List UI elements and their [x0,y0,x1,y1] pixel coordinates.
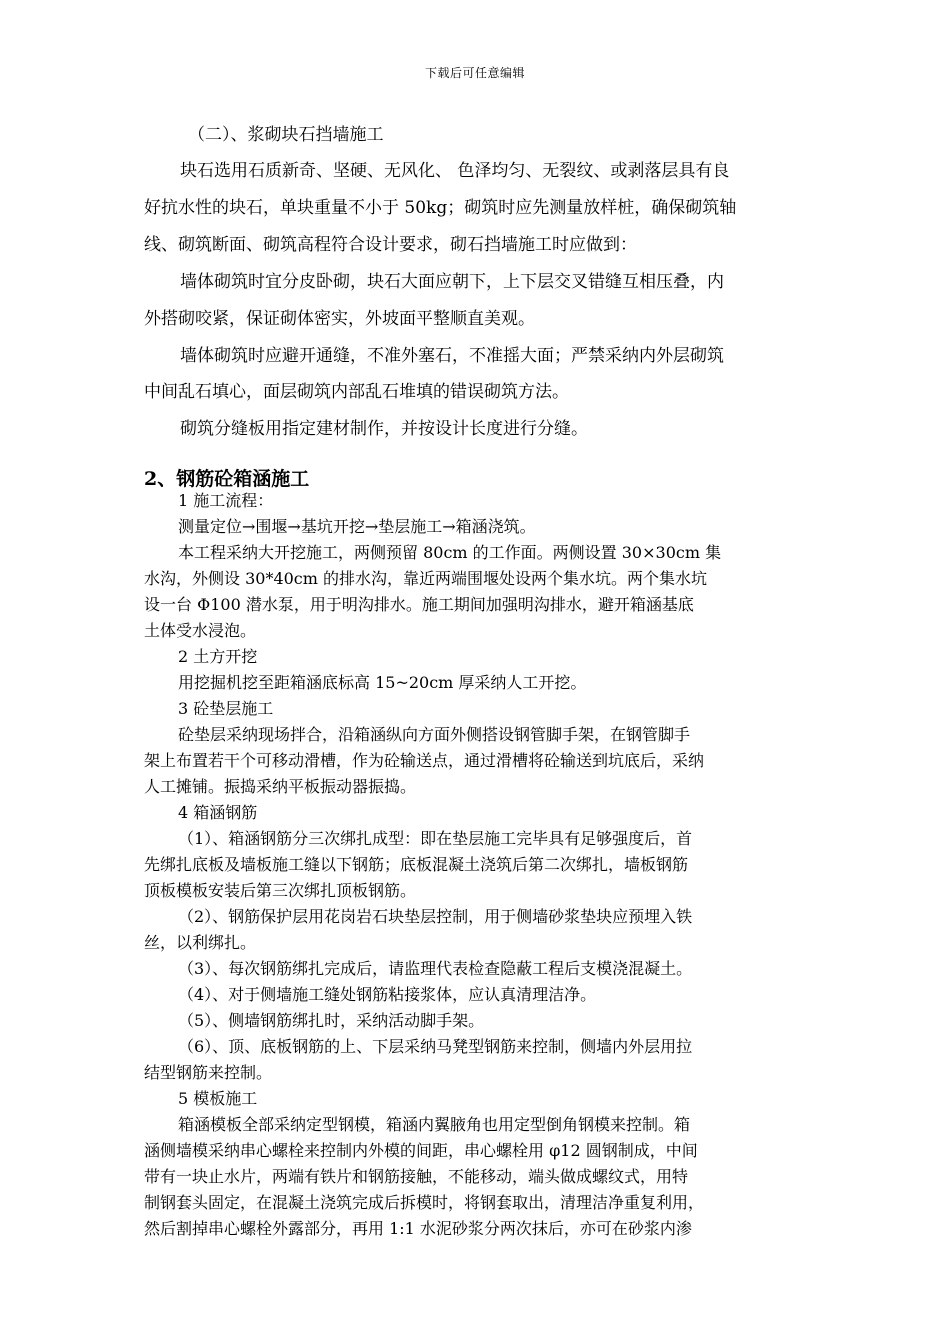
paragraph-line: 丝，以利绑扎。 [144,933,257,952]
paragraph-line: 砌筑分缝板用指定建材制作，并按设计长度进行分缝。 [180,419,588,439]
paragraph-line: （1）、箱涵钢筋分三次绑扎成型：即在垫层施工完毕具有足够强度后，首 [178,829,693,848]
paragraph-line: （2）、钢筋保护层用花岗岩石块垫层控制，用于侧墙砂浆垫块应预埋入铁 [178,907,693,926]
paragraph-line: 设一台 Φ100 潜水泵，用于明沟排水。施工期间加强明沟排水，避开箱涵基底 [144,595,694,614]
paragraph-line: 然后割掉串心螺栓外露部分，再用 1:1 水泥砂浆分两次抹后，亦可在砂浆内渗 [144,1219,692,1238]
paragraph-line: 土体受水浸泡。 [144,621,257,640]
paragraph-line: 涵侧墙模采纳串心螺栓来控制内外模的间距，串心螺栓用 φ12 圆钢制成，中间 [144,1141,698,1160]
paragraph-line: （6）、顶、底板钢筋的上、下层采纳马凳型钢筋来控制，侧墙内外层用拉 [178,1037,693,1056]
paragraph-line: 本工程采纳大开挖施工，两侧预留 80cm 的工作面。两侧设置 30×30cm 集 [178,543,722,562]
paragraph-line: 中间乱石填心，面层砌筑内部乱石堆填的错误砌筑方法。 [144,382,569,402]
paragraph-line: 外搭砌咬紧，保证砌体密实，外坡面平整顺直美观。 [144,309,535,329]
paragraph-line: 墙体砌筑时宜分皮卧砌，块石大面应朝下，上下层交叉错缝互相压叠，内 [180,272,724,292]
paragraph-line: 墙体砌筑时应避开通缝，不准外塞石，不准摇大面；严禁采纳内外层砌筑 [180,346,724,366]
paragraph-line: 块石选用石质新奇、坚硬、无风化、 色泽均匀、无裂纹、或剥落层具有良 [180,161,730,181]
paragraph-line: 顶板模板安装后第三次绑扎顶板钢筋。 [144,881,417,900]
paragraph-line: 架上布置若干个可移动滑槽，作为砼输送点，通过滑槽将砼输送到坑底后，采纳 [144,751,705,770]
paragraph-line: 先绑扎底板及墙板施工缝以下钢筋；底板混凝土浇筑后第二次绑扎，墙板钢筋 [144,855,689,874]
paragraph-line: 制钢套头固定，在混凝土浇筑完成后拆模时，将钢套取出，清理洁净重复利用， [144,1193,705,1212]
paragraph-line: 水沟，外侧设 30*40cm 的排水沟，靠近两端围堰处设两个集水坑。两个集水坑 [144,569,708,588]
paragraph-line: （4）、对于侧墙施工缝处钢筋粘接浆体，应认真清理洁净。 [178,985,597,1004]
subheading: 4 箱涵钢筋 [178,803,258,822]
paragraph-line: 结型钢筋来控制。 [144,1063,273,1082]
page-header-note: 下载后可任意编辑 [424,66,525,80]
paragraph-line: 砼垫层采纳现场拌合，沿箱涵纵向方面外侧搭设钢管脚手架，在钢管脚手 [178,725,691,744]
paragraph-line: （3）、每次钢筋绑扎完成后，请监理代表检查隐蔽工程后支模浇混凝土。 [178,959,693,978]
paragraph-line: 用挖掘机挖至距箱涵底标高 15~20cm 厚采纳人工开挖。 [178,673,587,692]
paragraph-line: 带有一块止水片，两端有铁片和钢筋接触，不能移动，端头做成螺纹式，用特 [144,1167,689,1186]
section-title: （二）、浆砌块石挡墙施工 [188,125,384,145]
section-heading-culvert: 2、钢筋砼箱涵施工 [144,468,310,490]
subheading: 5 模板施工 [178,1089,258,1108]
paragraph-line: 箱涵模板全部采纳定型钢模，箱涵内翼腋角也用定型倒角钢模来控制。箱 [178,1115,691,1134]
paragraph-line: （5）、侧墙钢筋绑扎时，采纳活动脚手架。 [178,1011,485,1030]
paragraph-line: 线、砌筑断面、砌筑高程符合设计要求，砌石挡墙施工时应做到： [144,235,637,255]
paragraph-line: 好抗水性的块石，单块重量不小于 50kg；砌筑时应先测量放样桩，确保砌筑轴 [144,198,737,218]
subheading: 1 施工流程： [178,491,274,510]
subheading: 2 土方开挖 [178,647,258,666]
subheading: 3 砼垫层施工 [178,699,274,718]
paragraph-line: 人工摊铺。振捣采纳平板振动器振捣。 [144,777,417,796]
paragraph-line: 测量定位→围堰→基坑开挖→垫层施工→箱涵浇筑。 [178,517,536,536]
